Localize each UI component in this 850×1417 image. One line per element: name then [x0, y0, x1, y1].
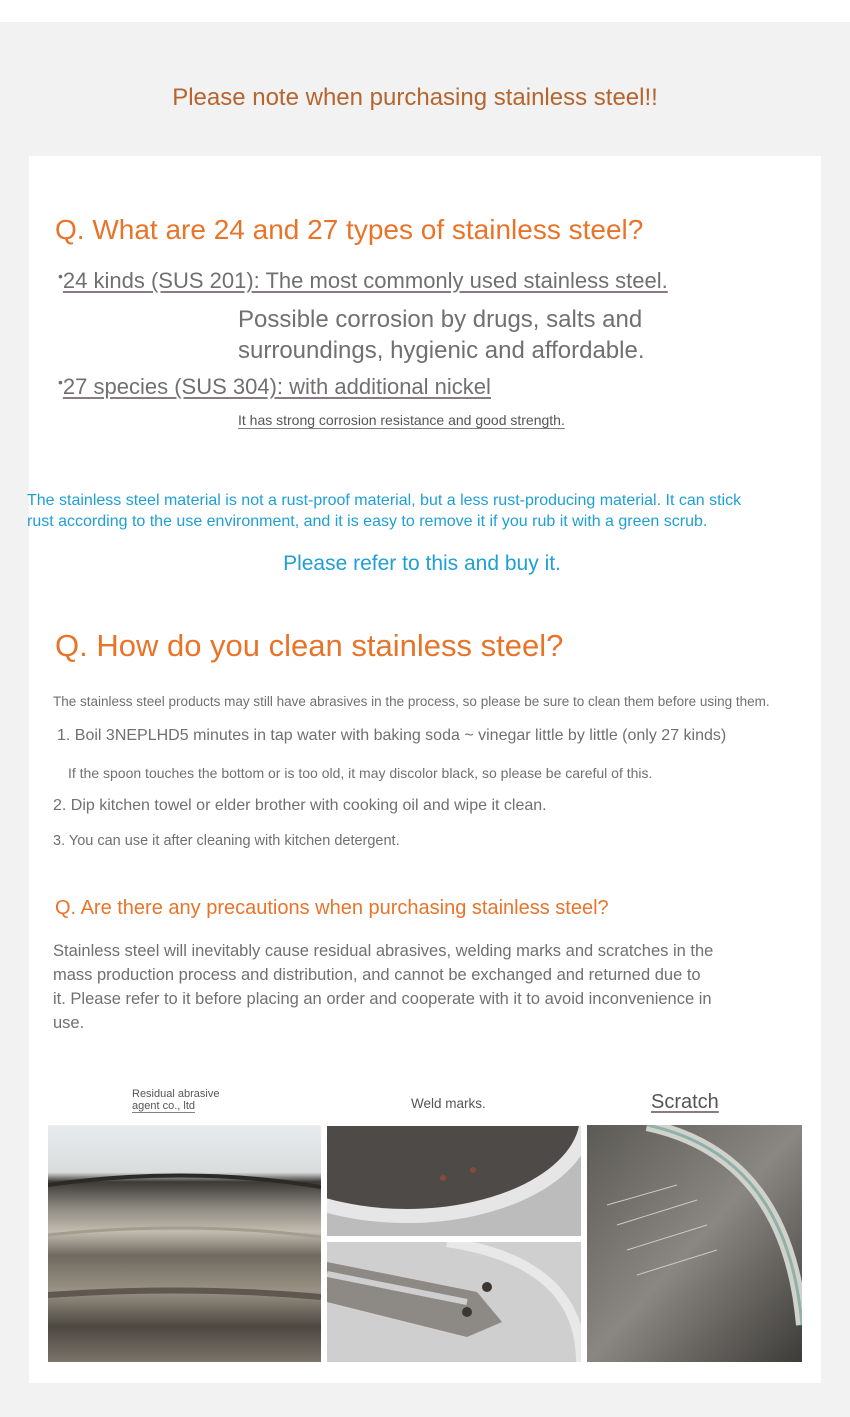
photo-residual-abrasive: [48, 1125, 321, 1362]
label-weld-marks: Weld marks.: [411, 1096, 486, 1111]
cleaning-step-1-note: If the spoon touches the bottom or is too old, it may discolor black, so please be careful of this.: [68, 765, 653, 781]
bullet-24-kinds-text: 24 kinds (SUS 201): The most commonly used stainless steel.: [62, 268, 668, 293]
bullet-24-kinds-line3: surroundings, hygienic and affordable.: [238, 337, 645, 364]
cleaning-step-3: 3. You can use it after cleaning with kitchen detergent.: [53, 833, 400, 849]
bullet-dot: •: [58, 268, 63, 284]
label-residual-abrasive-line1: Residual abrasive: [132, 1088, 220, 1100]
cleaning-step-2: 2. Dip kitchen towel or elder brother with cooking oil and wipe it clean.: [53, 797, 547, 814]
question-precautions: Q. Are there any precautions when purchasing stainless steel?: [55, 897, 609, 919]
photo-weld-marks-top: [327, 1126, 581, 1236]
label-residual-abrasive: [132, 1088, 219, 1112]
refer-text: Please refer to this and buy it.: [283, 552, 561, 575]
notice-line1: The stainless steel material is not a rust-proof material, but a less rust-producing material. It can stick: [27, 492, 742, 509]
content-card: [29, 156, 821, 1383]
banner-title: Please note when purchasing stainless steel!!: [172, 84, 658, 111]
cleaning-intro: The stainless steel products may still have abrasives in the process, so please be sure to clean them before using them.: [53, 694, 770, 709]
precautions-line: it. Please refer to it before placing an order and cooperate with it to avoid inconvenience in: [53, 990, 712, 1008]
precautions-line: use.: [53, 1014, 85, 1032]
photo-scratch: [587, 1125, 802, 1362]
label-residual-abrasive-line2: agent co., ltd: [132, 1100, 195, 1112]
precautions-line: mass production process and distribution, and cannot be exchanged and returned due to: [53, 966, 701, 984]
bullet-27-species: [58, 374, 491, 400]
cleaning-step-1: 1. Boil 3NEPLHD5 minutes in tap water with baking soda ~ vinegar little by little (only 27 kinds): [57, 727, 727, 744]
question-cleaning: Q. How do you clean stainless steel?: [55, 628, 564, 663]
precautions-line: Stainless steel will inevitably cause residual abrasives, welding marks and scratches in the: [53, 942, 714, 960]
bullet-dot: •: [58, 374, 63, 390]
question-stainless-types: Q. What are 24 and 27 types of stainless steel?: [55, 214, 644, 245]
bullet-27-species-text: 27 species (SUS 304): with additional nickel: [62, 374, 491, 399]
bullet-24-kinds: [58, 268, 668, 294]
bullet-24-kinds-line2: Possible corrosion by drugs, salts and: [238, 306, 643, 333]
bullet-27-species-detail: It has strong corrosion resistance and good strength.: [238, 412, 565, 428]
precautions-body: [53, 939, 713, 1035]
label-scratch: Scratch: [651, 1091, 719, 1113]
notice-line2: rust according to the use environment, and it is easy to remove it if you rub it with a green scrub.: [27, 513, 708, 530]
page-background: [0, 22, 850, 1417]
photo-weld-marks-handle: [327, 1242, 581, 1362]
